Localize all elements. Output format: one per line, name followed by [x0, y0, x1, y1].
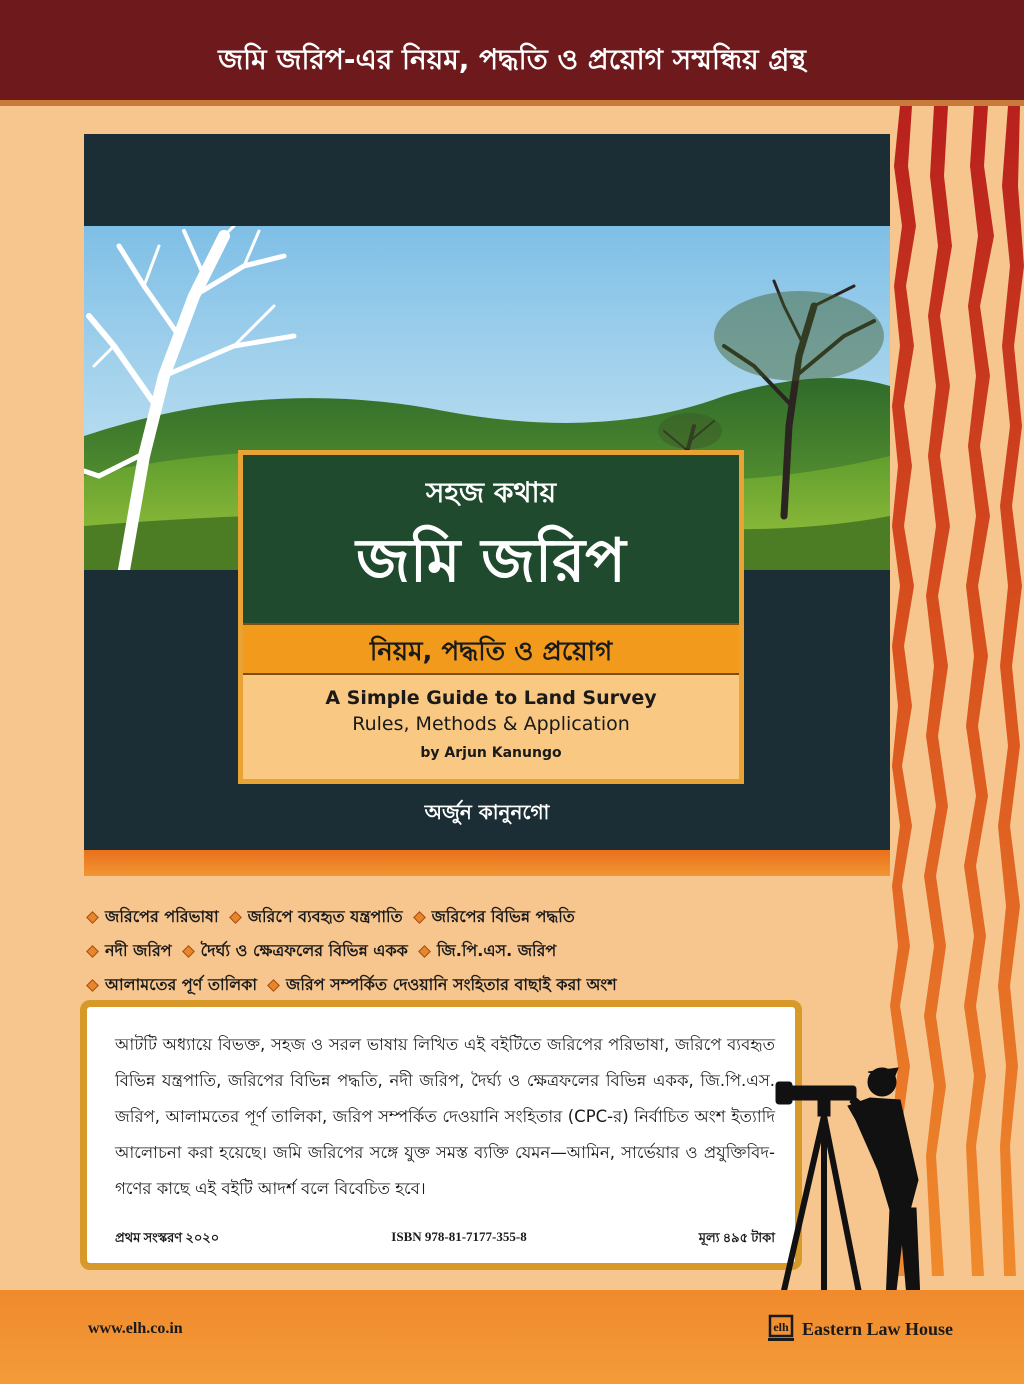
book-cover-panel — [84, 134, 890, 850]
topic-item: জরিপের বিভিন্ন পদ্ধতি — [415, 904, 575, 931]
diamond-bullet-icon — [182, 945, 195, 958]
cover-tagline: নিয়ম, পদ্ধতি ও প্রয়োগ — [369, 637, 613, 667]
edition-label: প্রথম সংস্করণ ২০২০ — [115, 1230, 220, 1245]
description-text: আটটি অধ্যায়ে বিভক্ত, সহজ ও সরল ভাষায় লিখিত এই বইটিতে জরিপের পরিভাষা, জরিপে ব্যবহৃত বিভিন্ন যন্ত্রপাতি, জরিপের বিভিন্ন পদ্ধতি, নদী জরিপ, দৈর্ঘ্য ও ক্ষেত্রফলের বিভিন্ন একক, জি.পি.এস. জরিপ, আলামতের পূর্ণ তালিকা, জরিপ সম্পর্কিত দেওয়ানি সংহিতার (CPC-র) নির্বাচিত অংশ ইত্যাদি আলোচনা করা হয়েছে। জমি জরিপের সঙ্গে যুক্ত সমস্ত ব্যক্তি যেমন—আমিন, সার্ভেয়ার ও প্রযুক্তিবিদ-গণের কাছে এই বইটি আদর্শ বলে বিবেচিত হবে। — [115, 1035, 775, 1198]
topic-row — [88, 900, 888, 934]
topic-list — [88, 900, 888, 1002]
english-author: by Arjun Kanungo — [420, 745, 562, 761]
topic-row — [88, 968, 888, 1002]
publisher-name: Eastern Law House — [802, 1318, 954, 1339]
topic-item: জি.পি.এস. জরিপ — [420, 938, 556, 965]
english-title: A Simple Guide to Land Survey — [325, 687, 657, 709]
description-footer — [115, 1229, 775, 1250]
svg-text:elh: elh — [773, 1320, 789, 1334]
topic-item: নদী জরিপ — [88, 938, 172, 965]
header-title: জমি জরিপ-এর নিয়ম, পদ্ধতি ও প্রয়োগ সম্মন্ধিয় গ্রন্থ — [218, 43, 806, 76]
cover-title: জমি জরিপ — [356, 526, 626, 596]
topic-item: জরিপ সম্পর্কিত দেওয়ানি সংহিতার বাছাই করা অংশ — [269, 972, 617, 999]
publisher-website-link[interactable]: www.elh.co.in — [88, 1320, 183, 1337]
topic-row — [88, 934, 888, 968]
diamond-bullet-icon — [86, 945, 99, 958]
diamond-bullet-icon — [86, 979, 99, 992]
title-card — [238, 450, 744, 784]
price-label: মূল্য ৪৯৫ টাকা — [698, 1230, 775, 1245]
footer-band — [0, 1290, 1024, 1384]
diamond-bullet-icon — [418, 945, 431, 958]
title-orange-strip — [243, 623, 739, 675]
topic-item: জরিপে ব্যবহৃত যন্ত্রপাতি — [231, 904, 403, 931]
title-green-panel — [243, 455, 739, 623]
cover-subtitle: সহজ কথায় — [425, 476, 557, 509]
diamond-bullet-icon — [86, 911, 99, 924]
topic-item: জরিপের পরিভাষা — [88, 904, 219, 931]
topic-item: দৈর্ঘ্য ও ক্ষেত্রফলের বিভিন্ন একক — [184, 938, 408, 965]
topic-item: আলামতের পূর্ণ তালিকা — [88, 972, 257, 999]
english-subtitle: Rules, Methods & Application — [352, 713, 630, 735]
publisher-logo — [768, 1314, 794, 1344]
diamond-bullet-icon — [267, 979, 280, 992]
diamond-bullet-icon — [229, 911, 242, 924]
description-box — [80, 1000, 802, 1270]
surveyor-silhouette-icon — [770, 1060, 940, 1310]
cover-bottom-strip — [84, 850, 890, 876]
diamond-bullet-icon — [413, 911, 426, 924]
publisher-block — [768, 1314, 953, 1344]
author-name-bengali: অর্জুন কানুনগো — [424, 800, 550, 824]
isbn-label: ISBN 978-81-7177-355-8 — [391, 1229, 527, 1244]
header-divider — [0, 100, 1024, 106]
